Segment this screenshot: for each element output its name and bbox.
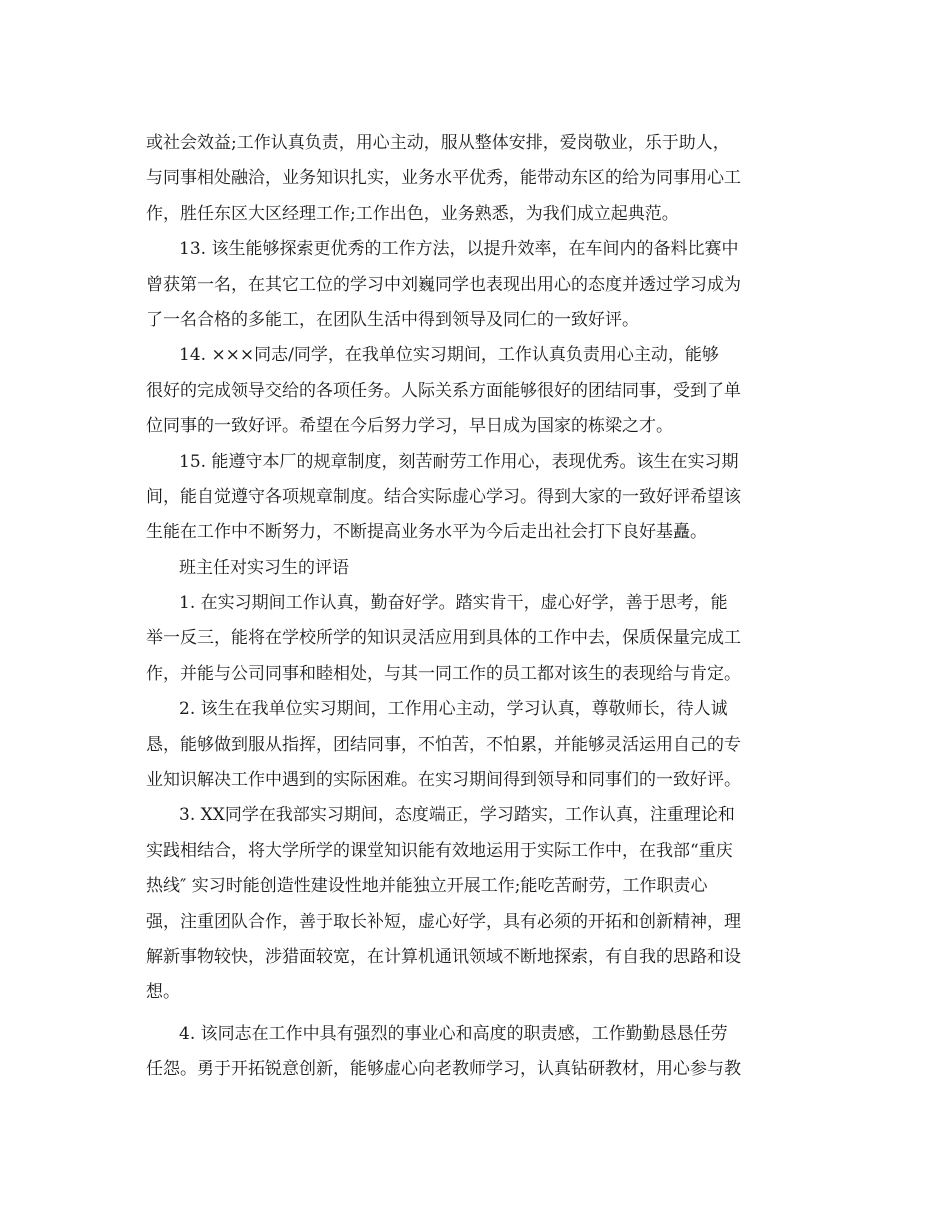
text-line: 举一反三，能将在学校所学的知识灵活应用到具体的工作中去，保质保量完成工	[146, 628, 741, 649]
paragraph-2-start: 2. 该生在我单位实习期间，工作用心主动，学习认真，尊敬师长，待人诚	[179, 699, 728, 720]
paragraph-13-start: 13. 该生能够探索更优秀的工作方法，以提升效率，在车间内的备料比赛中	[179, 239, 739, 260]
text-line: 任怨。勇于开拓锐意创新，能够虚心向老教师学习，认真钻研教材，用心参与教	[146, 1059, 741, 1080]
text-line: 强，注重团队合作，善于取长补短，虚心好学，具有必须的开拓和创新精神，理	[146, 911, 741, 932]
text-line: 间，能自觉遵守各项规章制度。结合实际虚心学习。得到大家的一致好评希望该	[146, 486, 741, 507]
paragraph-14-start: 14. ×××同志/同学，在我单位实习期间，工作认真负责用心主动，能够	[179, 345, 719, 366]
paragraph-4-start: 4. 该同志在工作中具有强烈的事业心和高度的职责感，工作勤勤恳恳任劳	[179, 1023, 728, 1044]
text-line: 热线″ 实习时能创造性建设性地并能独立开展工作;能吃苦耐劳，工作职责心	[146, 876, 708, 897]
text-line: 恳，能够做到服从指挥，团结同事，不怕苦，不怕累，并能够灵活运用自己的专	[146, 734, 741, 755]
text-line: 生能在工作中不断努力，不断提高业务水平为今后走出社会打下良好基矗。	[146, 522, 707, 543]
text-line: 作，并能与公司同事和睦相处，与其一同工作的员工都对该生的表现给与肯定。	[146, 663, 741, 684]
paragraph-3-start: 3. XX同学在我部实习期间，态度端正，学习踏实，工作认真，注重理论和	[179, 805, 735, 826]
text-line: 作，胜任东区大区经理工作;工作出色，业务熟悉，为我们成立起典范。	[146, 203, 679, 224]
document-body	[146, 126, 806, 1088]
section-heading: 班主任对实习生的评语	[179, 557, 349, 578]
text-line: 实践相结合，将大学所学的课堂知识能有效地运用于实际工作中，在我部“重庆	[146, 840, 733, 861]
text-line: 或社会效益;工作认真负责，用心主动，服从整体安排，爱岗敬业，乐于助人，	[146, 133, 730, 153]
paragraph-15-start: 15. 能遵守本厂的规章制度，刻苦耐劳工作用心，表现优秀。该生在实习期	[179, 451, 739, 472]
text-line: 位同事的一致好评。希望在今后努力学习，早日成为国家的栋梁之才。	[146, 416, 673, 437]
text-line: 很好的完成领导交给的各项任务。人际关系方面能够很好的团结同事，受到了单	[146, 380, 741, 401]
text-line: 了一名合格的多能工，在团队生活中得到领导及同仁的一致好评。	[146, 309, 639, 330]
text-line: 曾获第一名，在其它工位的学习中刘巍同学也表现出用心的态度并透过学习成为	[146, 274, 741, 295]
text-line: 想。	[146, 982, 180, 1003]
text-line: 业知识解决工作中遇到的实际困难。在实习期间得到领导和同事们的一致好评。	[146, 770, 741, 791]
text-line: 解新事物较快，涉猎面较宽，在计算机通讯领域不断地探索，有自我的思路和设	[146, 946, 741, 967]
paragraph-1-start: 1. 在实习期间工作认真，勤奋好学。踏实肯干，虚心好学，善于思考，能	[179, 593, 728, 614]
text-line: 与同事相处融洽，业务知识扎实，业务水平优秀，能带动东区的给为同事用心工	[146, 168, 741, 189]
